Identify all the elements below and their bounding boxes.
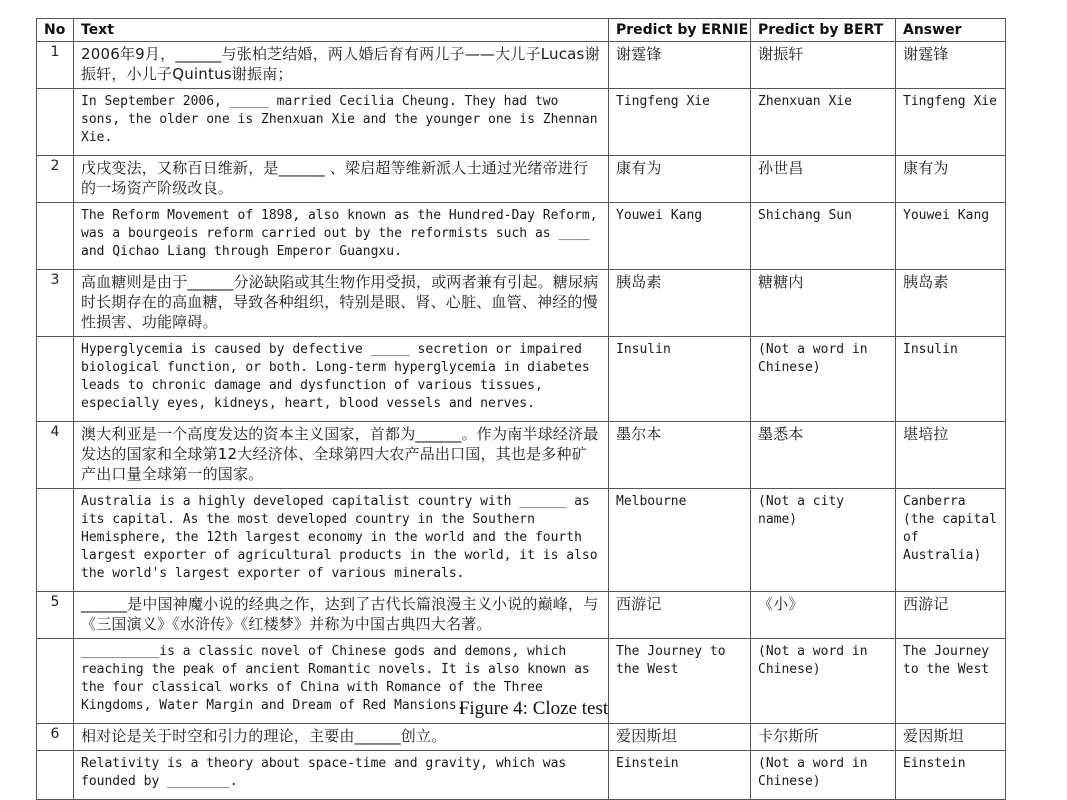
answer-value: 堪培拉 bbox=[896, 422, 1006, 489]
row-number bbox=[37, 203, 74, 270]
table-row-5-zh bbox=[37, 592, 1006, 639]
row-number: 2 bbox=[37, 156, 74, 203]
answer-value: The Journey to the West bbox=[896, 639, 1006, 724]
ernie-prediction: Youwei Kang bbox=[609, 203, 751, 270]
table-row-3-zh bbox=[37, 270, 1006, 337]
bert-prediction: 孙世昌 bbox=[751, 156, 896, 203]
cloze-text-en: __________is a classic novel of Chinese gods and demons, which reaching the peak of ancient Romantic novels. It is also known as the four classical works of China with Romance of the Three Kingdoms, Water Margin and Dream of Red Mansions. bbox=[74, 639, 609, 724]
row-number: 5 bbox=[37, 592, 74, 639]
answer-value: 谢霆锋 bbox=[896, 42, 1006, 89]
ernie-prediction: Insulin bbox=[609, 337, 751, 422]
ernie-prediction: Melbourne bbox=[609, 489, 751, 592]
table-row-1-en bbox=[37, 89, 1006, 156]
table-row-2-zh bbox=[37, 156, 1006, 203]
answer-value: 爱因斯坦 bbox=[896, 724, 1006, 751]
answer-value: Tingfeng Xie bbox=[896, 89, 1006, 156]
cloze-text-zh: 戊戌变法，又称百日维新，是______ 、梁启超等维新派人士通过光绪帝进行的一场资产阶级改良。 bbox=[74, 156, 609, 203]
row-number: 1 bbox=[37, 42, 74, 89]
cloze-text-zh: 澳大利亚是一个高度发达的资本主义国家，首都为______。作为南半球经济最发达的国家和全球第12大经济体、全球第四大农产品出口国，其也是多种矿产出口量全球第一的国家。 bbox=[74, 422, 609, 489]
ernie-prediction: 爱因斯坦 bbox=[609, 724, 751, 751]
ernie-prediction: 墨尔本 bbox=[609, 422, 751, 489]
cloze-text-zh: 相对论是关于时空和引力的理论，主要由______创立。 bbox=[74, 724, 609, 751]
bert-prediction: (Not a word in Chinese) bbox=[751, 337, 896, 422]
ernie-prediction: 谢霆锋 bbox=[609, 42, 751, 89]
cloze-text-en: Australia is a highly developed capitalist country with ______ as its capital. As the most developed country in the Southern Hemisphere, the 12th largest economy in the world and the fourth largest exporter of agricultural products in the world, it is also the world's largest exporter of various minerals. bbox=[74, 489, 609, 592]
bert-prediction: 糖糖内 bbox=[751, 270, 896, 337]
header-text: Text bbox=[74, 19, 609, 42]
ernie-prediction: Einstein bbox=[609, 751, 751, 800]
cloze-text-en: Hyperglycemia is caused by defective _____ secretion or impaired biological function, or both. Long-term hyperglycemia in diabetes leads to chronic damage and dysfunction of various tissues, especially eyes, kidneys, heart, blood vessels and nerves. bbox=[74, 337, 609, 422]
bert-prediction: Zhenxuan Xie bbox=[751, 89, 896, 156]
bert-prediction: 墨悉本 bbox=[751, 422, 896, 489]
cloze-text-en: Relativity is a theory about space-time and gravity, which was founded by ________. bbox=[74, 751, 609, 800]
answer-value: 康有为 bbox=[896, 156, 1006, 203]
ernie-prediction: 西游记 bbox=[609, 592, 751, 639]
header-predict-ernie: Predict by ERNIE bbox=[609, 19, 751, 42]
bert-prediction: 《小》 bbox=[751, 592, 896, 639]
ernie-prediction: Tingfeng Xie bbox=[609, 89, 751, 156]
bert-prediction: Shichang Sun bbox=[751, 203, 896, 270]
answer-value: Youwei Kang bbox=[896, 203, 1006, 270]
ernie-prediction: 胰岛素 bbox=[609, 270, 751, 337]
cloze-text-zh: 高血糖则是由于______分泌缺陷或其生物作用受损，或两者兼有引起。糖尿病时长期存在的高血糖，导致各种组织，特别是眼、肾、心脏、血管、神经的慢性损害、功能障碍。 bbox=[74, 270, 609, 337]
cloze-text-zh: ______是中国神魔小说的经典之作，达到了古代长篇浪漫主义小说的巅峰，与《三国演义》《水浒传》《红楼梦》并称为中国古典四大名著。 bbox=[74, 592, 609, 639]
row-number: 4 bbox=[37, 422, 74, 489]
answer-value: Canberra (the capital of Australia) bbox=[896, 489, 1006, 592]
row-number: 6 bbox=[37, 724, 74, 751]
answer-value: 西游记 bbox=[896, 592, 1006, 639]
row-number bbox=[37, 337, 74, 422]
header-predict-bert: Predict by BERT bbox=[751, 19, 896, 42]
header-no: No bbox=[37, 19, 74, 42]
answer-value: Einstein bbox=[896, 751, 1006, 800]
table-row-4-zh bbox=[37, 422, 1006, 489]
row-number bbox=[37, 489, 74, 592]
figure-caption: Figure 4: Cloze test bbox=[458, 698, 609, 719]
table-row-6-en bbox=[37, 751, 1006, 800]
bert-prediction: 谢振轩 bbox=[751, 42, 896, 89]
bert-prediction: (Not a word in Chinese) bbox=[751, 639, 896, 724]
cloze-text-en: The Reform Movement of 1898, also known as the Hundred-Day Reform, was a bourgeois reform carried out by the reformists such as ____ and Qichao Liang through Emperor Guangxu. bbox=[74, 203, 609, 270]
header-answer: Answer bbox=[896, 19, 1006, 42]
row-number: 3 bbox=[37, 270, 74, 337]
cloze-text-zh: 2006年9月，______与张柏芝结婚，两人婚后育有两儿子——大儿子Lucas谢振轩，小儿子Quintus谢振南； bbox=[74, 42, 609, 89]
table-row-1-zh bbox=[37, 42, 1006, 89]
row-number bbox=[37, 89, 74, 156]
row-number bbox=[37, 751, 74, 800]
answer-value: 胰岛素 bbox=[896, 270, 1006, 337]
answer-value: Insulin bbox=[896, 337, 1006, 422]
cloze-test-table bbox=[36, 18, 1006, 800]
ernie-prediction: 康有为 bbox=[609, 156, 751, 203]
table-row-2-en bbox=[37, 203, 1006, 270]
bert-prediction: 卡尔斯所 bbox=[751, 724, 896, 751]
table-header-row bbox=[37, 19, 1006, 42]
bert-prediction: (Not a word in Chinese) bbox=[751, 751, 896, 800]
ernie-prediction: The Journey to the West bbox=[609, 639, 751, 724]
table-row-3-en bbox=[37, 337, 1006, 422]
cloze-text-en: In September 2006, _____ married Cecilia Cheung. They had two sons, the older one is Zhenxuan Xie and the younger one is Zhennan Xie. bbox=[74, 89, 609, 156]
table-row-4-en bbox=[37, 489, 1006, 592]
table-row-6-zh bbox=[37, 724, 1006, 751]
bert-prediction: (Not a city name) bbox=[751, 489, 896, 592]
